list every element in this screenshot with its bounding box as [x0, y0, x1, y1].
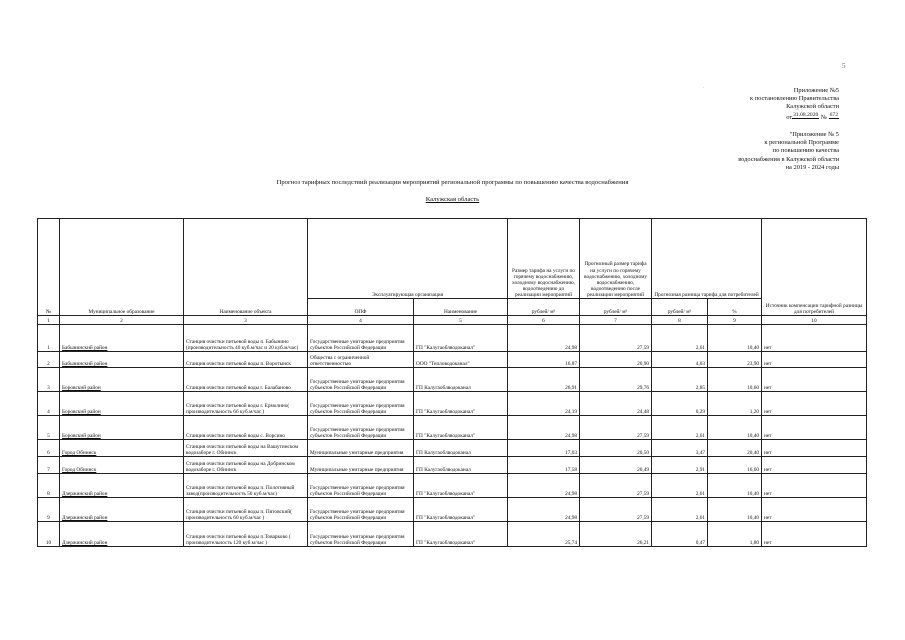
percent-cell: 23,90	[708, 352, 762, 368]
column-number: 2	[60, 316, 184, 325]
column-number: 7	[580, 316, 652, 325]
header-name: Наименование	[414, 299, 508, 316]
municipality-cell: Дзержинский район	[60, 522, 184, 547]
header-object: Наименование объекта	[184, 219, 308, 316]
document-title: Прогноз тарифных последствий реализации мероприятий региональной программы по повышению качества водоснабжения	[276, 179, 629, 186]
percent-cell: 16,60	[708, 457, 762, 474]
tariff-before-cell: 16,87	[508, 352, 580, 368]
header-unit: рублей/ м³	[508, 299, 580, 316]
tariff-before-cell: 25,74	[508, 522, 580, 547]
program-annex-header	[738, 131, 839, 172]
object-cell: Станция очистки питьевой воды п. Полотняный завод(производительность 50 куб.м/час)	[184, 474, 308, 498]
column-number-row	[38, 316, 867, 325]
tariff-before-cell: 24,98	[508, 416, 580, 440]
municipality-cell: Город Обнинск	[60, 457, 184, 474]
row-number: 4	[38, 392, 60, 416]
object-cell: Станция очистки питьевой воды п. Бабынино (производительность 40 куб.м/час и 20 куб.м/час)	[184, 325, 308, 352]
object-cell: Станция очистки питьевой воды на Вашутинском водозаборе г. Обнинск	[184, 440, 308, 457]
tariff-after-cell: 27,59	[580, 498, 652, 522]
percent-cell: 20,40	[708, 440, 762, 457]
column-number: 6	[508, 316, 580, 325]
row-number: 9	[38, 498, 60, 522]
header-diff: Прогнозная разница тарифа для потребителей	[652, 219, 762, 299]
tariff-diff-cell: 2,61	[652, 498, 708, 522]
municipality-cell: Боровский район	[60, 368, 184, 392]
municipality-cell: Боровский район	[60, 392, 184, 416]
opf-cell: Общества с ограниченной ответственностью	[308, 352, 414, 368]
tariff-before-cell: 24,19	[508, 392, 580, 416]
tariff-diff-cell: 2,61	[652, 416, 708, 440]
tariff-before-cell: 17,58	[508, 457, 580, 474]
tariff-after-cell: 20,90	[580, 352, 652, 368]
org-name-cell: ООО "Тепловодоканал"	[414, 352, 508, 368]
tariff-diff-cell: 0,47	[652, 522, 708, 547]
source-cell: нет	[762, 368, 867, 392]
program-annex-line-2: к региональной Программе	[764, 139, 839, 147]
column-number: 8	[652, 316, 708, 325]
stray-mark: ·	[703, 86, 705, 91]
tariff-diff-cell: 2,61	[652, 325, 708, 352]
column-number: 9	[708, 316, 762, 325]
annex-date-prefix: от	[786, 113, 793, 121]
percent-cell: 1,80	[708, 522, 762, 547]
table-row	[38, 325, 867, 352]
source-cell: нет	[762, 416, 867, 440]
column-number: 4	[308, 316, 414, 325]
header-source: Источник компенсации тарифной разницы для потребителей	[762, 219, 867, 316]
source-cell: нет	[762, 474, 867, 498]
row-number: 7	[38, 457, 60, 474]
annex-number: 672	[829, 111, 838, 118]
tariff-after-cell: 27,59	[580, 416, 652, 440]
tariff-after-cell: 27,59	[580, 325, 652, 352]
table-row	[38, 416, 867, 440]
tariff-before-cell: 17,03	[508, 440, 580, 457]
annex-date: 31.08.2020	[793, 111, 819, 118]
source-cell: нет	[762, 352, 867, 368]
row-number: 2	[38, 352, 60, 368]
org-name-cell: ГП Калугаоблводоканал	[414, 368, 508, 392]
percent-cell: 10,40	[708, 416, 762, 440]
column-number: 1	[38, 316, 60, 325]
annex-line-2: к постановлению Правительства	[749, 95, 839, 103]
annex-number-prefix: №	[820, 113, 827, 121]
row-number: 3	[38, 368, 60, 392]
table-row	[38, 457, 867, 474]
municipality-cell: Дзержинский район	[60, 474, 184, 498]
object-cell: Станция очистки питьевой воды на Добринском водозаборе г. Обнинск	[184, 457, 308, 474]
table-row	[38, 498, 867, 522]
opf-cell: Государственные унитарные предприятия субъектов Российской Федерации	[308, 392, 414, 416]
object-cell: Станция очистки питьевой воды п. Пятовский( производительность 60 куб.м/час )	[184, 498, 308, 522]
tariff-before-cell: 26,91	[508, 368, 580, 392]
opf-cell: Государственные унитарные предприятия субъектов Российской Федерации	[308, 368, 414, 392]
header-num: №	[38, 219, 60, 316]
source-cell: нет	[762, 440, 867, 457]
org-name-cell: ГП "Калугаоблводоканал"	[414, 325, 508, 352]
corner-mark: 5	[842, 62, 846, 70]
object-cell: Станция очистки питьевой воды с. Ворсино	[184, 416, 308, 440]
percent-cell: 10,60	[708, 368, 762, 392]
row-number: 5	[38, 416, 60, 440]
source-cell: нет	[762, 325, 867, 352]
row-number: 8	[38, 474, 60, 498]
table-row	[38, 368, 867, 392]
source-cell: нет	[762, 498, 867, 522]
table-row	[38, 522, 867, 547]
header-tariff-before: Размер тарифа на услуги по горячему водоснабжению, холодному водоснабжению, водоотведению до реализации мероприятий	[508, 219, 580, 299]
row-number: 1	[38, 325, 60, 352]
header-tariff-after: Прогнозный размер тарифа на услуги по горячему водоснабжению, холодному водоснабжению, водоотведению после реализации мероприятий	[580, 219, 652, 299]
table-row	[38, 392, 867, 416]
tariff-after-cell: 20,50	[580, 440, 652, 457]
header-municipality: Муниципальное образование	[60, 219, 184, 316]
table-body	[38, 325, 867, 547]
source-cell: нет	[762, 522, 867, 547]
percent-cell: 10,40	[708, 325, 762, 352]
municipality-cell: Боровский район	[60, 416, 184, 440]
org-name-cell: ГП "Калугаоблводоканал"	[414, 392, 508, 416]
object-cell: Станция очистки питьевой воды п.Товарково ( производительность 120 куб.м/час )	[184, 522, 308, 547]
object-cell: Станция очистки питьевой воды г. Ермолино( производительность 66 куб.м/час )	[184, 392, 308, 416]
source-cell: нет	[762, 457, 867, 474]
org-name-cell: ГП Калугаоблводоканал	[414, 457, 508, 474]
opf-cell: Муниципальные унитарные предприятия	[308, 440, 414, 457]
tariff-after-cell: 24,48	[580, 392, 652, 416]
program-annex-line-1: "Приложение № 5	[789, 131, 839, 138]
header-percent: %	[708, 299, 762, 316]
column-number: 5	[414, 316, 508, 325]
tariff-before-cell: 24,98	[508, 474, 580, 498]
table-row	[38, 352, 867, 368]
org-name-cell: ГП "Калугаоблводоканал"	[414, 522, 508, 547]
percent-cell: 1,20	[708, 392, 762, 416]
tariff-before-cell: 24,98	[508, 325, 580, 352]
municipality-cell: Бабынинский район	[60, 325, 184, 352]
tariff-diff-cell: 2,91	[652, 457, 708, 474]
municipality-cell: Город Обнинск	[60, 440, 184, 457]
opf-cell: Государственные унитарные предприятия субъектов Российской Федерации	[308, 416, 414, 440]
org-name-cell: ГП "Калугаоблводоканал"	[414, 474, 508, 498]
opf-cell: Государственные унитарные предприятия субъектов Российской Федерации	[308, 325, 414, 352]
table-row	[38, 440, 867, 457]
opf-cell: Государственные унитарные предприятия субъектов Российской Федерации	[308, 474, 414, 498]
tariff-diff-cell: 0,29	[652, 392, 708, 416]
table-row	[38, 474, 867, 498]
org-name-cell: ГП "Калугаоблводоканал"	[414, 416, 508, 440]
object-cell: Станция очистки питьевой воды г. Балабаново	[184, 368, 308, 392]
row-number: 6	[38, 440, 60, 457]
tariff-before-cell: 24,98	[508, 498, 580, 522]
header-opf: ОПФ	[308, 299, 414, 316]
opf-cell: Муниципальные унитарные предприятия	[308, 457, 414, 474]
annex-date-line	[750, 112, 839, 122]
row-number: 10	[38, 522, 60, 547]
annex-line-1: Приложение №5	[793, 87, 839, 94]
tariff-after-cell: 26,21	[580, 522, 652, 547]
tariff-diff-cell: 4,03	[652, 352, 708, 368]
header-unit: рублей/ м³	[652, 299, 708, 316]
object-cell: Станция очистки питьевой воды п. Воротынск	[184, 352, 308, 368]
tariff-after-cell: 29,76	[580, 368, 652, 392]
opf-cell: Государственные унитарные предприятия субъектов Российской Федерации	[308, 498, 414, 522]
tariff-diff-cell: 2,85	[652, 368, 708, 392]
program-annex-line-5: на 2019 - 2024 годы	[785, 163, 839, 171]
program-annex-line-3: по повышению качества	[772, 147, 839, 155]
org-name-cell: ГП Калугаоблводоканал	[414, 440, 508, 457]
header-org: Эксплуатирующая организация	[308, 219, 508, 299]
program-annex-line-4: водоснабжения в Калужской области	[738, 155, 839, 163]
annex-line-3: Калужской области	[786, 103, 839, 111]
municipality-cell: Дзержинский район	[60, 498, 184, 522]
column-number: 10	[762, 316, 867, 325]
annex-header	[750, 87, 839, 122]
region-name: Калужская область	[425, 196, 480, 203]
tariff-table	[37, 218, 867, 547]
tariff-after-cell: 20,49	[580, 457, 652, 474]
opf-cell: Государственные унитарные предприятия субъектов Российской Федерации	[308, 522, 414, 547]
percent-cell: 10,40	[708, 474, 762, 498]
tariff-diff-cell: 3,47	[652, 440, 708, 457]
column-number: 3	[184, 316, 308, 325]
org-name-cell: ГП "Калугаоблводоканал"	[414, 498, 508, 522]
header-unit: рублей/ м³	[580, 299, 652, 316]
source-cell: нет	[762, 392, 867, 416]
tariff-after-cell: 27,59	[580, 474, 652, 498]
tariff-diff-cell: 2,61	[652, 474, 708, 498]
municipality-cell: Бабынинский район	[60, 352, 184, 368]
percent-cell: 10,40	[708, 498, 762, 522]
